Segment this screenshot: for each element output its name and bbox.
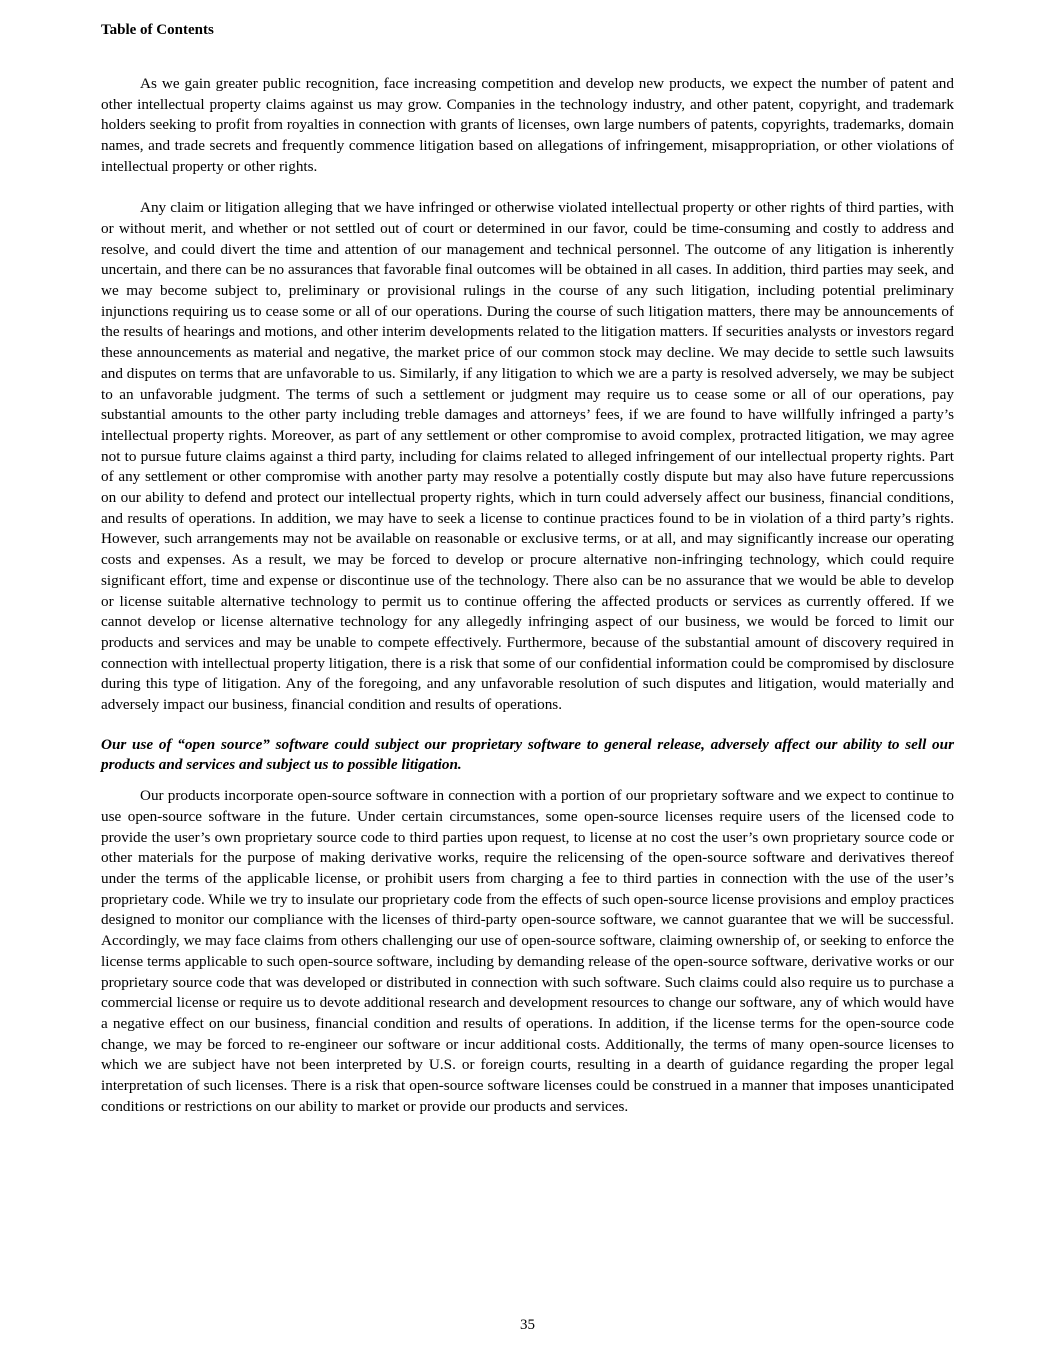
- paragraph-open-source: Our products incorporate open-source software in connection with a portion of our proprietary software and we expect to continue to use open-source software in the future. Under certain circumstances, some open-source licenses require users of the licensed code to provide the user’s own proprietary source code to third parties upon request, to license at no cost the user’s own proprietary source code or other materials for the purpose of making derivative works, require the relicensing of the open-source software and derivatives thereof under the terms of the applicable license, or prohibit users from charging a fee to third parties in connection with the use of the user’s proprietary code. While we try to insulate our proprietary code from the effects of such open-source license provisions and employ practices designed to monitor our compliance with the licenses of third-party open-source software, we cannot guarantee that we will be successful. Accordingly, we may face claims from others challenging our use of open-source software, claiming ownership of, or seeking to enforce the license terms applicable to such open-source software, including by demanding release of the open-source software, derivative works or our proprietary source code that was developed or distributed in connection with such software. Such claims could also require us to purchase a commercial license or require us to devote additional research and development resources to change our software, any of which would have a negative effect on our business, financial condition and results of operations. In addition, if the license terms for the open-source code change, we may be forced to re-engineer our software or incur additional costs. Additionally, the terms of many open-source licenses to which we are subject have not been interpreted by U.S. or foreign courts, resulting in a dearth of guidance regarding the proper legal interpretation of such licenses. There is a risk that open-source software licenses could be construed in a manner that imposes unanticipated conditions or restrictions on our ability to market or provide our products and services.: [101, 787, 954, 1115]
- paragraph-ip-claims: As we gain greater public recognition, face increasing competition and develop new products, we expect the number of patent and other intellectual property claims against us may grow. Companies in the technology industry, and other patent, copyright, and trademark holders seeking to profit from royalties in connection with grants of licenses, own large numbers of patents, copyrights, trademarks, domain names, and trade secrets and frequently commence litigation based on allegations of infringement, misappropriation, or other violations of intellectual property or other rights.: [101, 75, 954, 175]
- document-body: [101, 74, 954, 1117]
- page-number: 35: [520, 1317, 535, 1333]
- table-of-contents-link[interactable]: Table of Contents: [101, 22, 214, 38]
- paragraph-litigation: Any claim or litigation alleging that we have infringed or otherwise violated intellectual property or other rights of third parties, with or without merit, and whether or not settled out of court or determined in our favor, could be time-consuming and costly to address and resolve, and could divert the time and attention of our management and technical personnel. The outcome of any litigation is inherently uncertain, and there can be no assurances that favorable final outcomes will be obtained in all cases. In addition, third parties may seek, and we may become subject to, preliminary or provisional rulings in the course of any such litigation, including potential preliminary injunctions requiring us to cease some or all of our operations. During the course of such litigation matters, there may be announcements of the results of hearings and motions, and other interim developments related to the litigation matters. If securities analysts or investors regard these announcements as material and negative, the market price of our common stock may decline. We may decide to settle such lawsuits and disputes on terms that are unfavorable to us. Similarly, if any litigation to which we are a party is resolved adversely, we may be subject to an unfavorable judgment. The terms of such a settlement or judgment may require us to cease some or all of our operations, pay substantial amounts to the other party including treble damages and attorneys’ fees, if we are found to have willfully infringed a party’s intellectual property rights. Moreover, as part of any settlement or other compromise to avoid complex, protracted litigation, we may agree not to pursue future claims against a third party, including for claims related to alleged infringement of our intellectual property rights. Part of any settlement or other compromise with another party may resolve a potentially costly dispute but may also have future repercussions on our ability to defend and protect our intellectual property rights, which in turn could adversely affect our business, financial conditions, and results of operations. In addition, we may have to seek a license to continue practices found to be in violation of a third party’s rights. However, such arrangements may not be available on reasonable or exclusive terms, or at all, and may significantly increase our operating costs and expenses. As a result, we may be forced to develop or procure alternative non-infringing technology, which could require significant effort, time and expense or discontinue use of the technology. There also can be no assurance that we would be able to develop or license suitable alternative technology to permit us to continue offering the affected products or services as currently offered. If we cannot develop or license alternative technology for any allegedly infringing aspect of our business, we would be forced to limit our products and services and may be unable to compete effectively. Furthermore, because of the substantial amount of discovery required in connection with intellectual property litigation, there is a risk that some of our confidential information could be compromised by disclosure during this type of litigation. Any of the foregoing, and any unfavorable resolution of such disputes and litigation, would materially and adversely impact our business, financial condition and results of operations.: [101, 199, 954, 714]
- risk-factor-heading: Our use of “open source” software could subject our proprietary software to general release, adversely affect our ability to sell our products and services and subject us to possible litigation.: [101, 735, 954, 774]
